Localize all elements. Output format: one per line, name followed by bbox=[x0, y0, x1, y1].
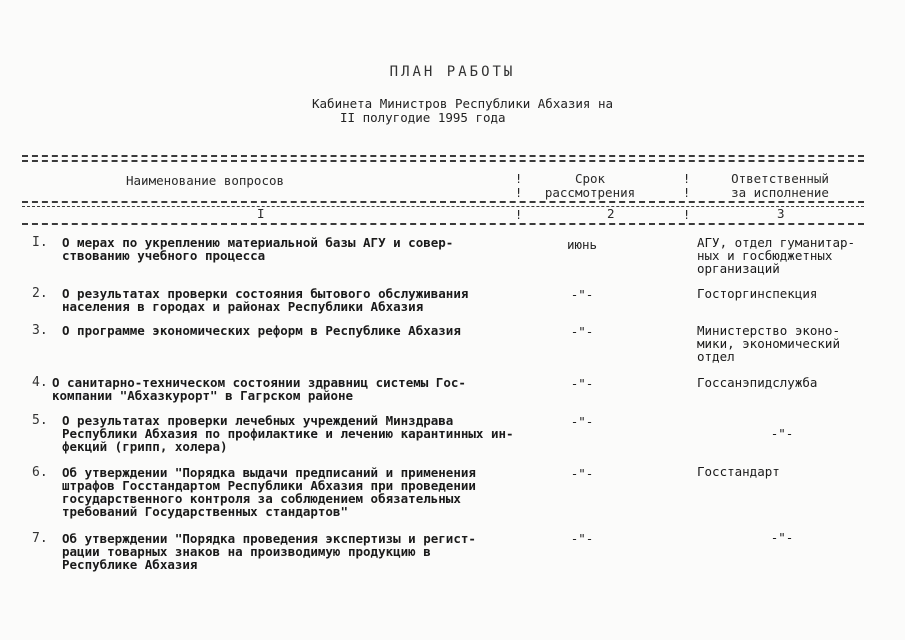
header-separator-1a: ! bbox=[515, 172, 523, 186]
document-title: ПЛАН РАБОТЫ bbox=[389, 64, 516, 80]
row-topic: О санитарно-техническом состоянии здравниц системы Гос- компании "Абхазкурорт" в Гагрском районе bbox=[52, 375, 466, 403]
row-term: -"- bbox=[570, 376, 594, 391]
subtitle-line-1: Кабинета Министров Республики Абхазия на bbox=[312, 96, 614, 111]
header-term-line-2: рассмотрения bbox=[544, 185, 636, 200]
header-separator-2a: ! bbox=[683, 172, 691, 186]
row-term: -"- bbox=[570, 287, 594, 302]
row-topic: О результатах проверки состояния бытового обслуживания населения в городах и районах Республики Абхазия bbox=[62, 286, 469, 314]
row-number: 3. bbox=[32, 323, 48, 338]
column-number-3: 3 bbox=[777, 206, 785, 221]
row-topic: Об утверждении "Порядка выдачи предписаний и применения штрафов Госстандартом Республики Абхазия при проведении государственного контроля за соблюдением обязательных требований Государственных стандартов" bbox=[62, 465, 476, 519]
row-responsible: АГУ, отдел гуманитар- ных и госбюджетных организаций bbox=[697, 235, 856, 276]
header-rule-1 bbox=[22, 201, 864, 203]
row-responsible bbox=[697, 414, 867, 440]
document-subtitle bbox=[312, 97, 652, 125]
row-responsible: Госсанэпидслужба bbox=[697, 375, 818, 390]
header-rule-2 bbox=[22, 206, 864, 207]
column-number-2: 2 bbox=[607, 206, 615, 221]
row-topic: О программе экономических реформ в Республике Абхазия bbox=[62, 323, 461, 338]
column-separator-1: ! bbox=[515, 208, 523, 222]
header-term bbox=[530, 172, 650, 200]
table-top-rule bbox=[22, 155, 864, 157]
header-responsible-line-2: за исполнение bbox=[731, 185, 829, 200]
row-term: -"- bbox=[570, 466, 594, 481]
row-number: I. bbox=[32, 235, 48, 250]
row-number: 6. bbox=[32, 465, 48, 480]
header-responsible bbox=[710, 172, 850, 200]
row-number: 2. bbox=[32, 286, 48, 301]
row-number: 5. bbox=[32, 413, 48, 428]
subtitle-line-2: II полугодие 1995 года bbox=[340, 110, 506, 125]
row-term: -"- bbox=[570, 414, 594, 429]
row-number: 7. bbox=[32, 531, 48, 546]
header-responsible-line-1: Ответственный bbox=[731, 171, 829, 186]
header-separator-1b: ! bbox=[515, 186, 523, 200]
row-topic: О результатах проверки лечебных учреждений Минздрава Республики Абхазия по профилактике и лечению карантинных ин- фекций (грипп, холера) bbox=[62, 413, 514, 454]
row-responsible-ditto: -"- bbox=[770, 426, 794, 441]
row-responsible: Министерство эконо- мики, экономический отдел bbox=[697, 323, 840, 364]
row-topic: Об утверждении "Порядка проведения экспертизы и регист- рации товарных знаков на производимую продукцию в Республике Абхазия bbox=[62, 531, 476, 572]
row-number: 4. bbox=[32, 375, 48, 390]
header-term-line-1: Срок bbox=[574, 171, 606, 186]
header-separator-2b: ! bbox=[683, 186, 691, 200]
row-responsible: -"- bbox=[770, 530, 794, 545]
row-term: -"- bbox=[570, 324, 594, 339]
column-number-1: I bbox=[257, 206, 265, 221]
table-top-rule-2 bbox=[22, 160, 864, 162]
header-topics: Наименование вопросов bbox=[126, 173, 285, 188]
row-responsible: Госстандарт bbox=[697, 464, 780, 479]
header-bottom-rule bbox=[22, 223, 864, 225]
row-term: июнь bbox=[566, 237, 598, 252]
row-term: -"- bbox=[570, 531, 594, 546]
column-separator-2: ! bbox=[683, 208, 691, 222]
row-topic: О мерах по укреплению материальной базы АГУ и совер- ствованию учебного процесса bbox=[62, 235, 454, 263]
row-responsible: Госторгинспекция bbox=[697, 286, 818, 301]
